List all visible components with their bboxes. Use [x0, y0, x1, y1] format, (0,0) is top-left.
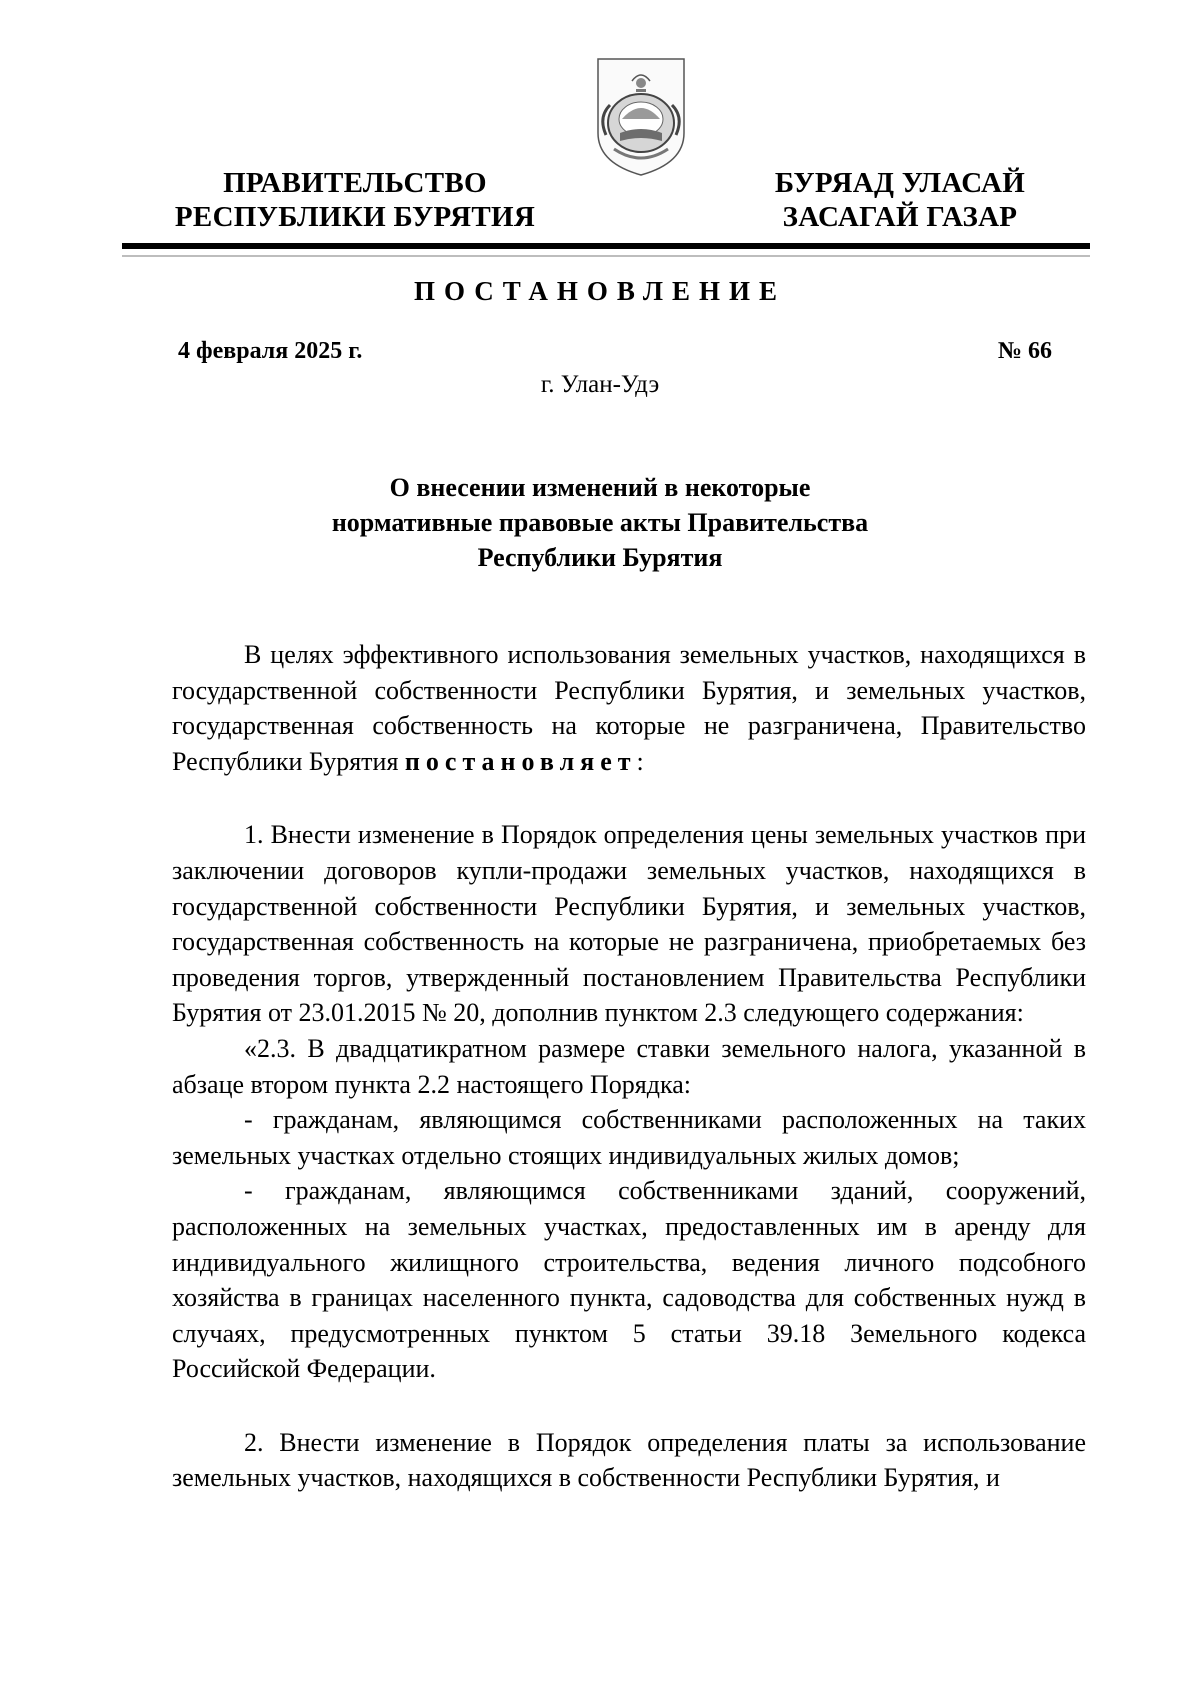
issuer-line-2: РЕСПУБЛИКИ БУРЯТИЯ: [174, 201, 536, 233]
item-1-quote-paragraph: «2.3. В двадцатикратном размере ставки земельного налога, указанной в абзаце втором пункта 2.2 настоящего Порядка:: [172, 1033, 1086, 1099]
preamble-text: В целях эффективного использования земельных участков, находящихся в государственной собственности Республики Бурятия, и земельных участков, государственная собственность на которые не разграничена, Правительство Республики Бурятия: [172, 640, 1086, 776]
header-divider: [122, 243, 1090, 249]
title-line-1: О внесении изменений в некоторые: [389, 473, 811, 502]
issuer-name-buryat: [735, 166, 1065, 234]
document-number: № 66: [997, 338, 1052, 364]
header-divider-thin: [122, 255, 1090, 257]
document-type: ПОСТАНОВЛЕНИЕ: [413, 276, 787, 306]
preamble-colon: :: [636, 746, 644, 776]
item-1-paragraph: 1. Внести изменение в Порядок определения цены земельных участков при заключении договоров купли-продажи земельных участков, находящихся в государственной собственности Республики Бурятия, и земельных участков, государственная собственность на которые не разграничена, приобретаемых без проведения торгов, утвержденный постановлением Правительства Республики Бурятия от 23.01.2015 № 20, дополнив пунктом 2.3 следующего содержания:: [172, 820, 1086, 1028]
title-line-3: Республики Бурятия: [477, 543, 723, 572]
document-city: г. Улан-Удэ: [540, 371, 660, 398]
title-line-2: нормативные правовые акты Правительства: [331, 508, 869, 537]
preamble-paragraph: [172, 637, 1086, 779]
issuer-buryat-line-1: БУРЯАД УЛАСАЙ: [774, 167, 1026, 199]
document-body: [172, 637, 1086, 1496]
issuer-buryat-line-2: ЗАСАГАЙ ГАЗАР: [782, 201, 1018, 233]
item-1-dash-2: - гражданам, являющимся собственниками зданий, сооружений, расположенных на земельных участках, предоставленных им в аренду для индивидуального жилищного строительства, ведения личного подсобного хозяйства в границах населенного пункта, садоводства для собственных нужд в случаях, предусмотренных пунктом 5 статьи 39.18 Земельного кодекса Российской Федерации.: [172, 1176, 1086, 1384]
document-date: 4 февраля 2025 г.: [178, 338, 363, 364]
coat-of-arms-of-buryatia-icon: [592, 55, 690, 179]
resolves-word: постановляет: [404, 746, 637, 776]
item-1-dash-1: - гражданам, являющимся собственниками расположенных на таких земельных участках отдельно стоящих индивидуальных жилых домов;: [172, 1105, 1086, 1170]
issuer-line-1: ПРАВИТЕЛЬСТВО: [223, 167, 487, 199]
document-title: [250, 470, 950, 575]
item-2-paragraph: 2. Внести изменение в Порядок определения платы за использование земельных участков, находящихся в собственности Республики Бурятия, и: [172, 1427, 1086, 1493]
issuer-name-russian: [165, 166, 545, 234]
